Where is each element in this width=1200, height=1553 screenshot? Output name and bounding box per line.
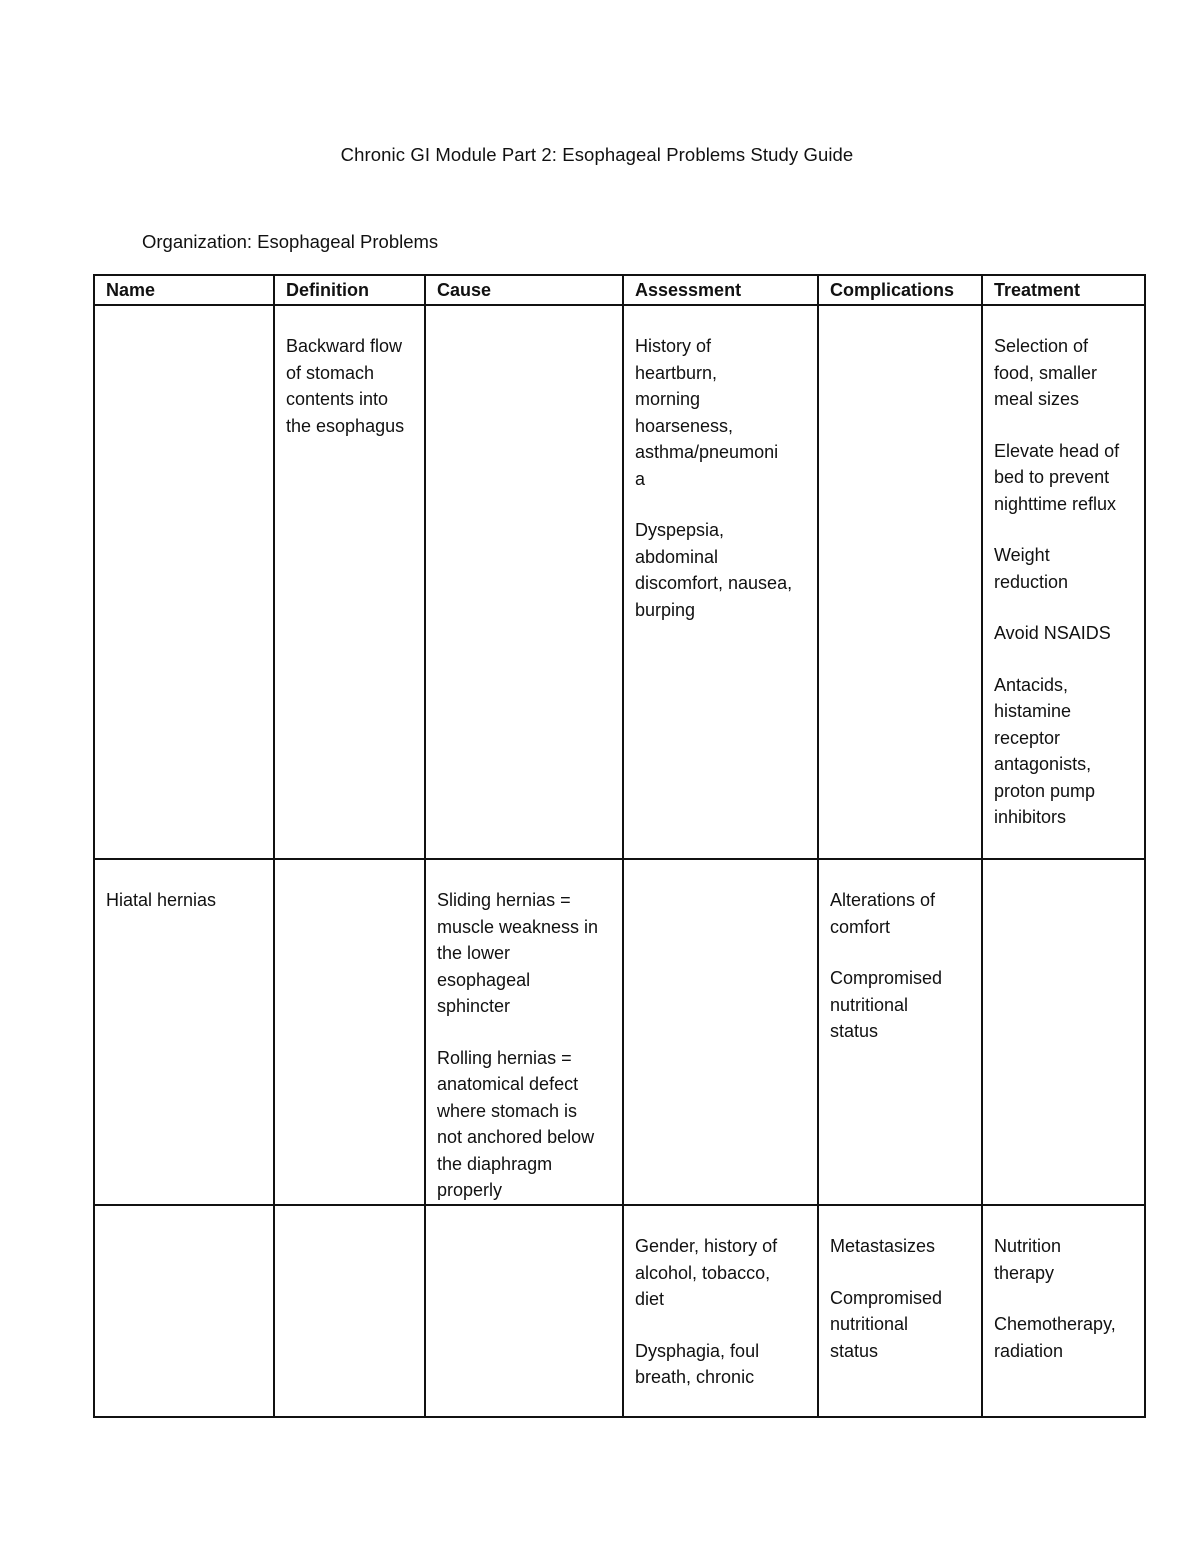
complications-text: Compromised nutritional status [830, 1287, 943, 1361]
assessment-text: Dysphagia, foul breath, chronic [635, 1340, 760, 1387]
complications-text: Alterations of comfort [830, 890, 936, 937]
table-row [94, 1205, 1145, 1417]
cell-name [94, 305, 274, 859]
cell-treatment [982, 305, 1145, 859]
cell-name [94, 1205, 274, 1417]
cell-complications [818, 1205, 982, 1417]
complications-text: Compromised nutritional status [830, 968, 943, 1041]
cell-treatment [982, 1205, 1145, 1417]
cell-assessment [623, 859, 818, 1205]
treatment-text: Nutrition therapy [994, 1236, 1062, 1283]
assessment-text: Dyspepsia, abdominal discomfort, nausea, burping [635, 520, 793, 620]
header-complications: Complications [818, 275, 982, 305]
cell-name [94, 859, 274, 1205]
treatment-text: Antacids, histamine receptor antagonists, proton pump inhibitors [994, 674, 1096, 827]
header-assessment: Assessment [623, 275, 818, 305]
cell-assessment [623, 305, 818, 859]
assessment-text: Gender, history of alcohol, tobacco, diet [635, 1236, 778, 1309]
treatment-text: Elevate head of bed to prevent nighttime reflux [994, 440, 1120, 514]
header-name: Name [94, 275, 274, 305]
document-subtitle: Organization: Esophageal Problems [142, 231, 439, 252]
cell-complications [818, 859, 982, 1205]
complications-text: Metastasizes [830, 1236, 936, 1256]
cell-definition [274, 859, 425, 1205]
assessment-text: History of heartburn, morning hoarseness, asthma/pneumoni a [635, 336, 779, 489]
table-row [94, 305, 1145, 859]
cell-cause [425, 1205, 623, 1417]
definition-text: Backward flow of stomach contents into the esophagus [286, 336, 405, 436]
cause-text: Rolling hernias = anatomical defect where stomach is not anchored below the diaphragm properly [437, 1047, 595, 1200]
cell-treatment [982, 859, 1145, 1205]
header-cause: Cause [425, 275, 623, 305]
cell-assessment [623, 1205, 818, 1417]
treatment-text: Chemotherapy, radiation [994, 1314, 1116, 1361]
cause-text: Sliding hernias = muscle weakness in the lower esophageal sphincter [437, 890, 599, 1016]
cell-cause [425, 859, 623, 1205]
cell-complications [818, 305, 982, 859]
treatment-text: Weight reduction [994, 545, 1069, 592]
cell-definition [274, 1205, 425, 1417]
treatment-text: Selection of food, smaller meal sizes [994, 336, 1098, 409]
esophageal-problems-table [93, 274, 1146, 1418]
cell-cause [425, 305, 623, 859]
cell-definition [274, 305, 425, 859]
document-title: Chronic GI Module Part 2: Esophageal Problems Study Guide [340, 144, 854, 165]
name-text: Hiatal hernias [106, 890, 217, 910]
header-definition: Definition [274, 275, 425, 305]
header-treatment: Treatment [982, 275, 1145, 305]
table-row [94, 859, 1145, 1205]
treatment-text: Avoid NSAIDS [994, 623, 1111, 643]
table-header-row [94, 275, 1145, 305]
